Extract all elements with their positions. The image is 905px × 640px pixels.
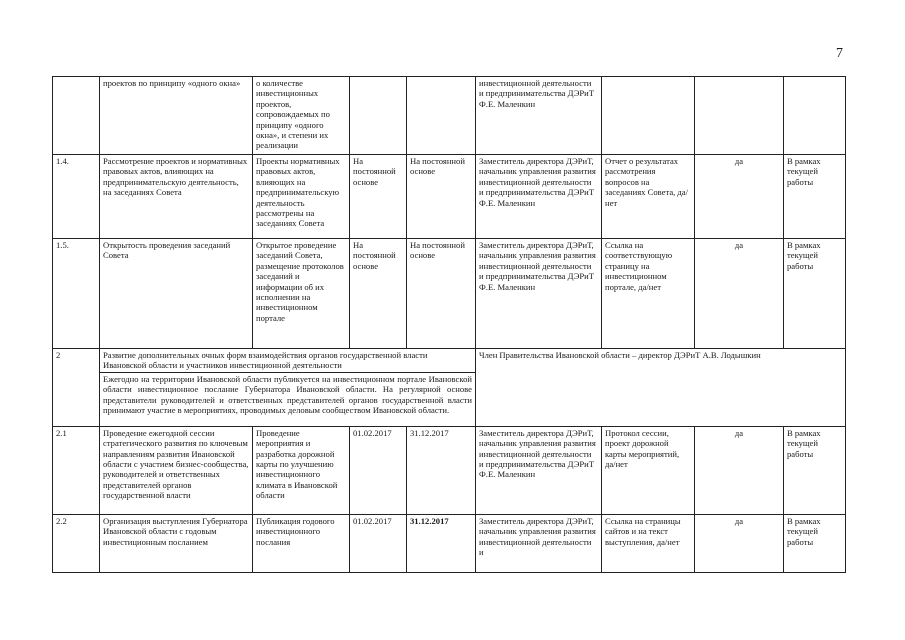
row-number: 2.2 (53, 514, 100, 572)
activity-cell: Организация выступления Губернатора Ивановской области с годовым инвестиционным посланием (100, 514, 253, 572)
mark-cell: да (695, 514, 784, 572)
section-title: Развитие дополнительных очных форм взаимодействия органов государственной власти Ивановской области и участников инвестиционной деятельности (100, 349, 476, 373)
result-cell: Отчет о результатах рассмотрения вопросов на заседаниях Совета, да/нет (602, 155, 695, 239)
start-date-cell: 01.02.2017 (350, 514, 407, 572)
note-cell: В рамках текущей работы (784, 426, 846, 514)
mark-cell: да (695, 239, 784, 349)
note-cell: В рамках текущей работы (784, 514, 846, 572)
mark-cell: да (695, 426, 784, 514)
end-date-cell: 31.12.2017 (407, 426, 476, 514)
end-date-cell (407, 77, 476, 155)
table-row (53, 426, 846, 514)
responsible-cell: Заместитель директора ДЭРиТ, начальник управления развития инвестиционной деятельности и предпринимательства ДЭРиТ Ф.Е. Маленкин (476, 426, 602, 514)
responsible-cell: Заместитель директора ДЭРиТ, начальник управления развития инвестиционной деятельности и (476, 514, 602, 572)
mark-cell: да (695, 155, 784, 239)
indicator-cell: Открытое проведение заседаний Совета, размещение протоколов заседаний и информации об их исполнении на инвестиционном портале (253, 239, 350, 349)
row-number (53, 77, 100, 155)
end-date-cell: На постоянной основе (407, 155, 476, 239)
end-date-cell: На постоянной основе (407, 239, 476, 349)
activity-cell: Проведение ежегодной сессии стратегического развития по ключевым направлениям развития Ивановской области с участием бизнес-сообщества, руководителей и ответственных представителей органов государственной власти (100, 426, 253, 514)
activity-cell: Рассмотрение проектов и нормативных правовых актов, влияющих на предпринимательскую деятельность, на заседаниях Совета (100, 155, 253, 239)
page-number: 7 (836, 46, 843, 61)
note-cell: В рамках текущей работы (784, 155, 846, 239)
result-cell: Ссылка на соответствующую страницу на инвестиционном портале, да/нет (602, 239, 695, 349)
responsible-cell: Заместитель директора ДЭРиТ, начальник управления развития инвестиционной деятельности и предпринимательства ДЭРиТ Ф.Е. Маленкин (476, 155, 602, 239)
section-responsible: Член Правительства Ивановской области – директор ДЭРиТ А.В. Лодышкин (476, 349, 846, 427)
note-cell (784, 77, 846, 155)
activity-cell: Открытость проведения заседаний Совета (100, 239, 253, 349)
indicator-cell: о количестве инвестиционных проектов, сопровождаемых по принципу «одного окна», и степени их реализации (253, 77, 350, 155)
row-number: 2.1 (53, 426, 100, 514)
start-date-cell (350, 77, 407, 155)
row-number: 1.5. (53, 239, 100, 349)
indicator-cell: Проекты нормативных правовых актов, влияющих на предпринимательскую деятельность рассмотрены на заседаниях Совета (253, 155, 350, 239)
start-date-cell: На постоянной основе (350, 239, 407, 349)
result-cell: Протокол сессии, проект дорожной карты мероприятий, да/нет (602, 426, 695, 514)
section-row (53, 349, 846, 373)
result-cell (602, 77, 695, 155)
row-number: 1.4. (53, 155, 100, 239)
table-row (53, 77, 846, 155)
table-row (53, 239, 846, 349)
result-cell: Ссылка на страницы сайтов и на текст выступления, да/нет (602, 514, 695, 572)
section-number: 2 (53, 349, 100, 427)
activity-cell: проектов по принципу «одного окна» (100, 77, 253, 155)
end-date-cell: 31.12.2017 (407, 514, 476, 572)
mark-cell (695, 77, 784, 155)
section-description: Ежегодно на территории Ивановской области публикуется на инвестиционном портале Ивановской области инвестиционное послание Губернатора Ивановской области. На регулярной основе представители руководителей и ответственных представителей органов государственной власти принимают участие в мероприятиях, проводимых деловым сообществом Ивановской области. (100, 372, 476, 426)
start-date-cell: 01.02.2017 (350, 426, 407, 514)
measures-table (52, 76, 846, 573)
start-date-cell: На постоянной основе (350, 155, 407, 239)
responsible-cell: Заместитель директора ДЭРиТ, начальник управления развития инвестиционной деятельности и предпринимательства ДЭРиТ Ф.Е. Маленкин (476, 239, 602, 349)
note-cell: В рамках текущей работы (784, 239, 846, 349)
indicator-cell: Публикация годового инвестиционного послания (253, 514, 350, 572)
table-row (53, 155, 846, 239)
table-row (53, 514, 846, 572)
responsible-cell: инвестиционной деятельности и предпринимательства ДЭРиТ Ф.Е. Маленкин (476, 77, 602, 155)
indicator-cell: Проведение мероприятия и разработка дорожной карты по улучшению инвестиционного климата в Ивановской области (253, 426, 350, 514)
